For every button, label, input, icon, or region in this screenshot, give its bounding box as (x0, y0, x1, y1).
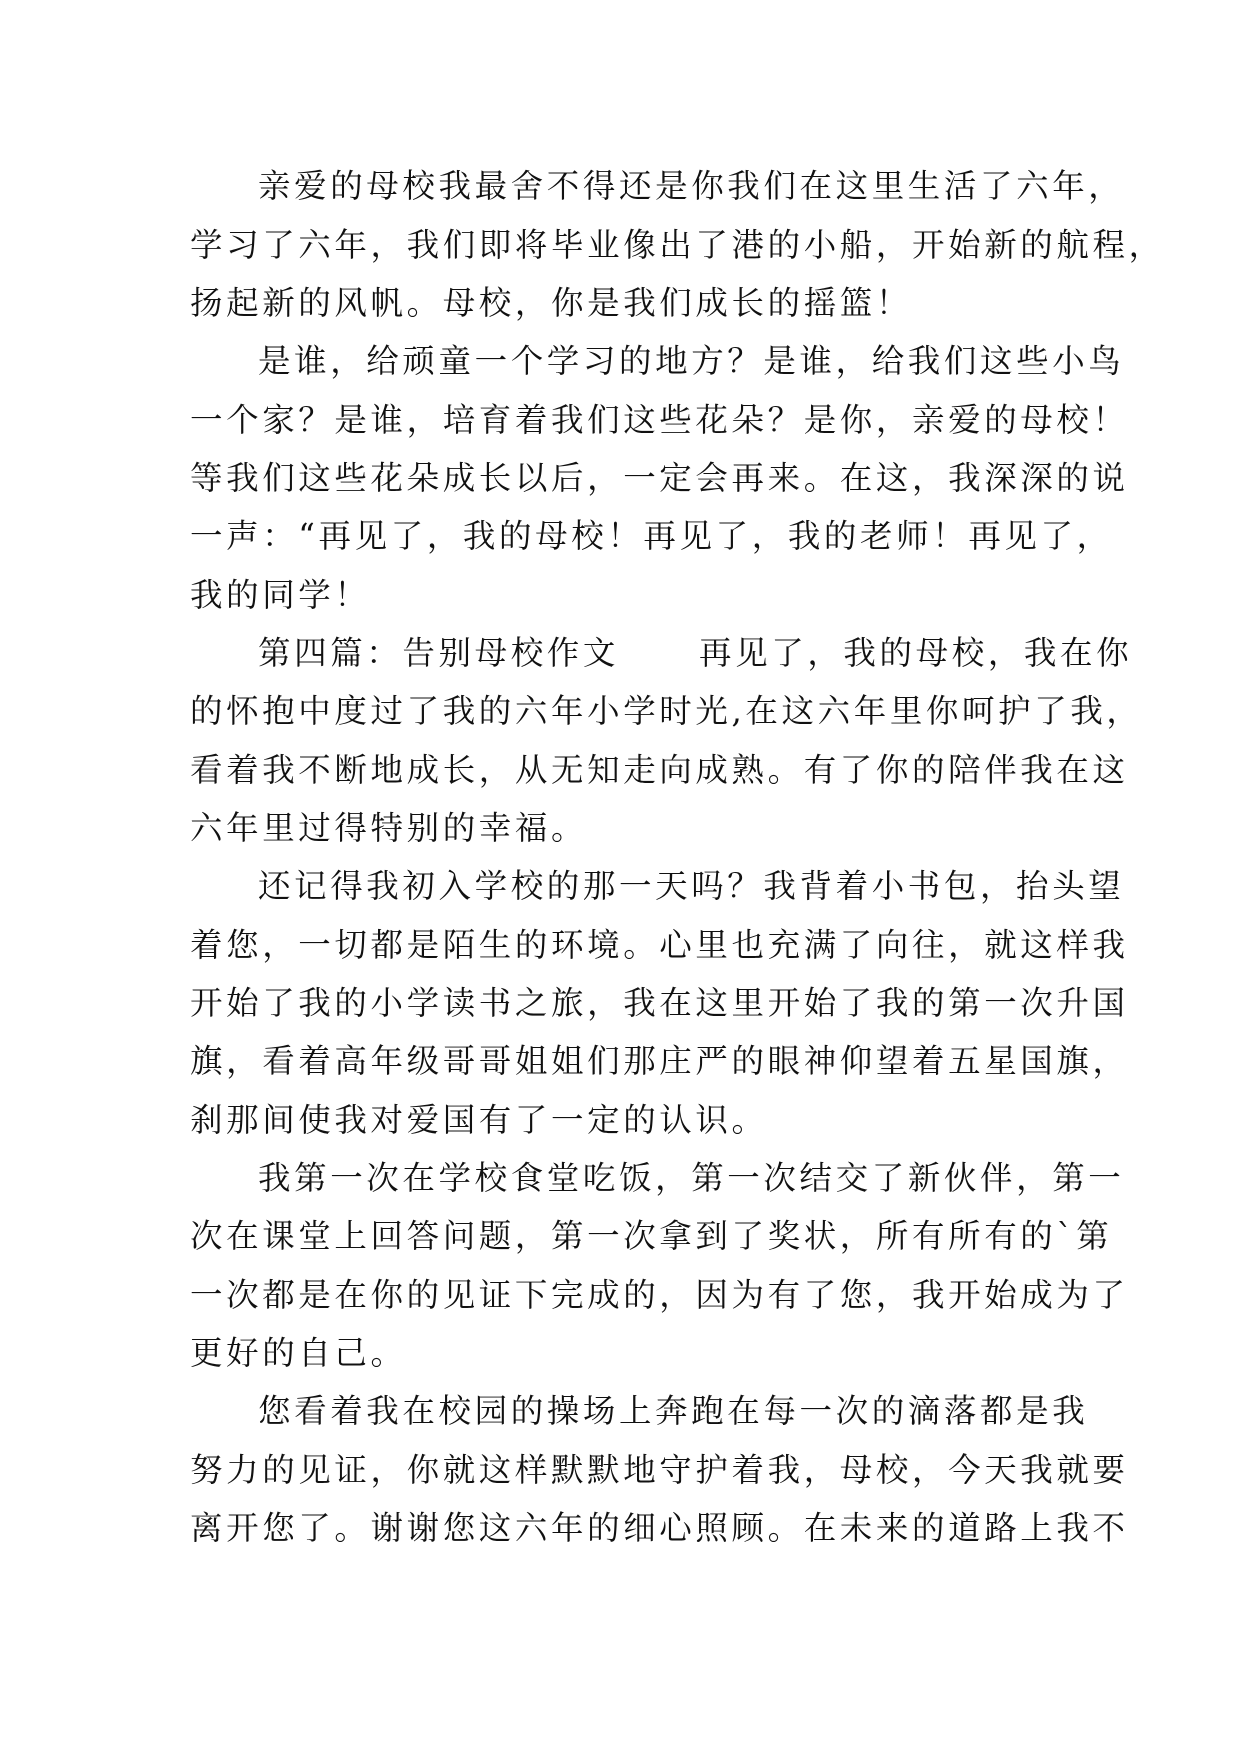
paragraph-line: 更好的自己。 (190, 1334, 407, 1372)
paragraph-line: 一个家？是谁，培育着我们这些花朵？是你，亲爱的母校！ (190, 401, 1129, 439)
paragraph-line: 努力的见证，你就这样默默地守护着我，母校，今天我就要 (190, 1451, 1129, 1489)
paragraph-line: 是谁，给顽童一个学习的地方？是谁，给我们这些小鸟 (258, 342, 1125, 380)
paragraph-line: 离开您了。谢谢您这六年的细心照顾。在未来的道路上我不 (190, 1509, 1129, 1547)
section-first-line: 再见了，我的母校，我在你 (699, 634, 1133, 672)
paragraph-line: 看着我不断地成长，从无知走向成熟。有了你的陪伴我在这 (190, 751, 1129, 789)
section-heading: 第四篇：告别母校作文 (258, 634, 620, 672)
paragraph-line: 扬起新的风帆。母校，你是我们成长的摇篮！ (190, 284, 913, 322)
section-heading-line (258, 623, 1133, 683)
paragraph-line: 等我们这些花朵成长以后，一定会再来。在这，我深深的说 (190, 459, 1129, 497)
paragraph-line: 您看着我在校园的操场上奔跑在每一次的滴落都是我 (258, 1392, 1089, 1430)
paragraph-line: 我第一次在学校食堂吃饭，第一次结交了新伙伴，第一 (258, 1159, 1125, 1197)
paragraph-line: 开始了我的小学读书之旅，我在这里开始了我的第一次升国 (190, 984, 1129, 1022)
paragraph-line: 次在课堂上回答问题，第一次拿到了奖状，所有所有的`第 (190, 1217, 1113, 1255)
paragraph-line: 一次都是在你的见证下完成的，因为有了您，我开始成为了 (190, 1276, 1129, 1314)
paragraph-line: 着您，一切都是陌生的环境。心里也充满了向往，就这样我 (190, 926, 1129, 964)
paragraph-line: 六年里过得特别的幸福。 (190, 809, 588, 847)
paragraph-line: 亲爱的母校我最舍不得还是你我们在这里生活了六年， (258, 167, 1125, 205)
paragraph-line: 刹那间使我对爱国有了一定的认识。 (190, 1101, 768, 1139)
paragraph-line: 旗，看着高年级哥哥姐姐们那庄严的眼神仰望着五星国旗， (190, 1042, 1129, 1080)
paragraph-line: 一声：“再见了，我的母校！再见了，我的老师！再见了， (190, 517, 1113, 555)
paragraph-line: 学习了六年，我们即将毕业像出了港的小船，开始新的航程， (190, 226, 1165, 264)
paragraph-line: 的怀抱中度过了我的六年小学时光,在这六年里你呵护了我， (190, 692, 1143, 730)
paragraph-line: 还记得我初入学校的那一天吗？我背着小书包，抬头望 (258, 867, 1125, 905)
paragraph-line: 我的同学！ (190, 576, 371, 614)
